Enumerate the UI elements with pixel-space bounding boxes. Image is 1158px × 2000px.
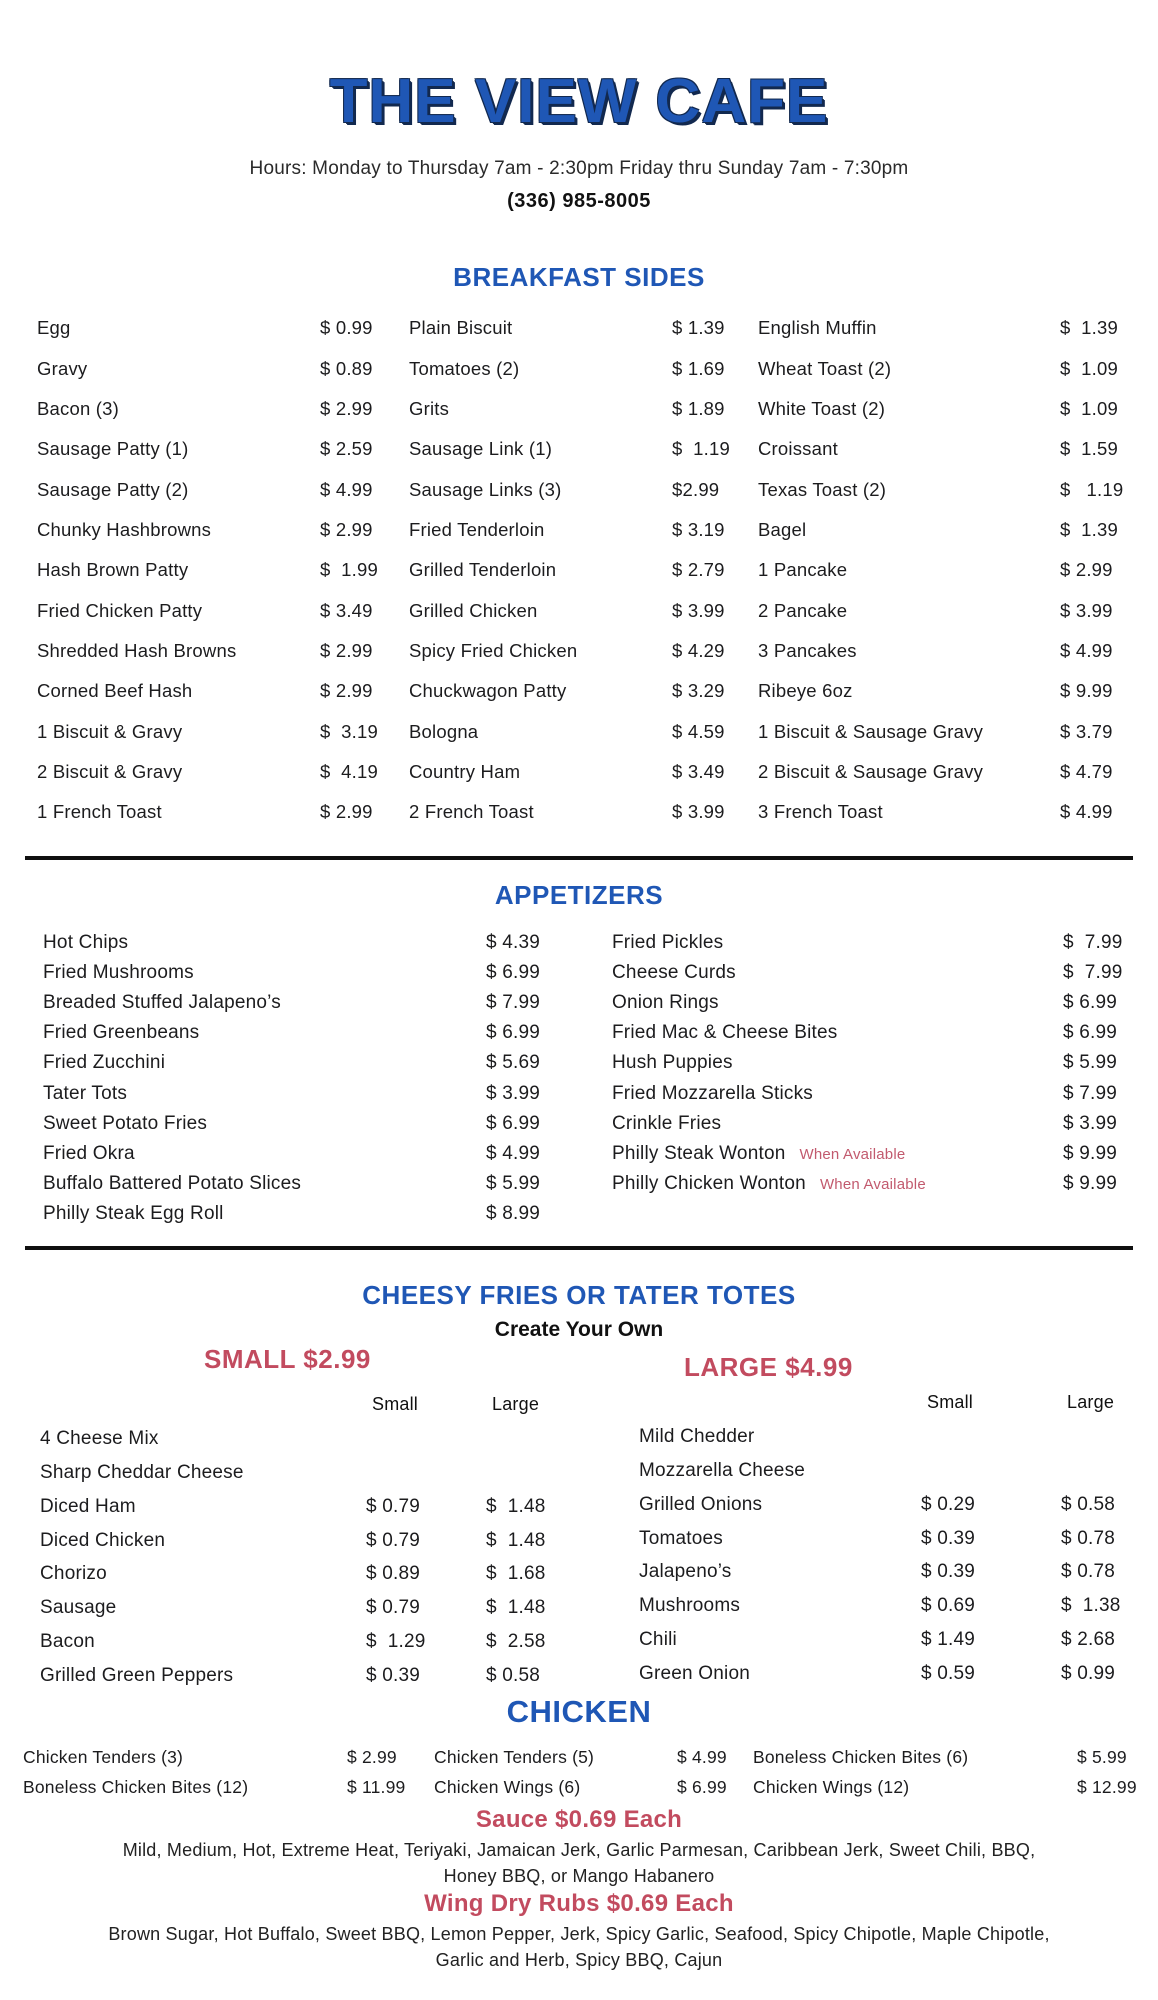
menu-item-name: 2 Pancake xyxy=(758,599,848,621)
topping-name: Jalapeno’s xyxy=(639,1561,732,1583)
section-divider xyxy=(25,856,1133,860)
menu-item-name: Sausage Patty (2) xyxy=(37,478,189,500)
menu-item-name xyxy=(612,1113,1063,1135)
menu-item-price: $ 2.99 xyxy=(320,518,373,540)
menu-item-name: Egg xyxy=(37,317,71,339)
dry-rub-options-line2: Garlic and Herb, Spicy BBQ, Cajun xyxy=(435,1950,723,1970)
menu-item-name: Chicken Wings (6) xyxy=(434,1776,581,1797)
menu-item-name: Fried Mushrooms xyxy=(43,962,194,984)
large-price-label: LARGE $4.99 xyxy=(684,1352,853,1382)
menu-item-name: Wheat Toast (2) xyxy=(758,357,892,379)
topping-small-price: $ 0.39 xyxy=(921,1527,976,1549)
topping-small-price: $ 0.79 xyxy=(366,1495,421,1517)
menu-item-name: 3 French Toast xyxy=(758,801,883,823)
menu-item-name: Corned Beef Hash xyxy=(37,680,193,702)
topping-name: Sausage xyxy=(40,1597,117,1619)
topping-small-price: $ 0.89 xyxy=(366,1563,421,1585)
menu-item-price: $ 3.99 xyxy=(1063,1112,1118,1134)
menu-item-price: $ 12.99 xyxy=(1077,1776,1137,1797)
topping-name: Mozzarella Cheese xyxy=(639,1459,806,1481)
menu-item-name-text: Philly Chicken Wonton xyxy=(612,1172,806,1194)
menu-item-price: $ 0.99 xyxy=(320,317,373,339)
menu-item-name: Sweet Potato Fries xyxy=(43,1112,208,1134)
cheesy-fries-heading: CHEESY FRIES OR TATER TOTES xyxy=(362,1280,796,1310)
topping-name: Sharp Cheddar Cheese xyxy=(40,1461,244,1483)
menu-item-name-text: Philly Steak Wonton xyxy=(612,1142,786,1164)
topping-small-price: $ 1.29 xyxy=(366,1631,426,1653)
menu-item-name xyxy=(612,932,1063,954)
menu-item-price: $ 5.69 xyxy=(486,1052,541,1074)
menu-item-price: $ 5.99 xyxy=(1077,1746,1127,1767)
topping-name: Chili xyxy=(639,1629,677,1651)
menu-item-price: $2.99 xyxy=(672,478,720,500)
cheesy-left-table xyxy=(40,1388,598,1693)
create-your-own-subheading: Create Your Own xyxy=(494,1318,664,1341)
menu-item-name: Fried Greenbeans xyxy=(43,1022,200,1044)
topping-small-price: $ 0.39 xyxy=(366,1665,421,1687)
dry-rub-heading: Wing Dry Rubs $0.69 Each xyxy=(424,1890,734,1917)
menu-item-price: $ 6.99 xyxy=(486,1112,541,1134)
topping-small-price: $ 0.39 xyxy=(921,1561,976,1583)
menu-item-price: $ 4.99 xyxy=(1060,639,1113,661)
menu-item-name: Sausage Patty (1) xyxy=(37,438,189,460)
topping-name: Green Onion xyxy=(639,1663,750,1685)
menu-item-price: $ 4.99 xyxy=(486,1142,541,1164)
section-divider xyxy=(25,1246,1133,1250)
chicken-table xyxy=(23,1742,1147,1802)
topping-name: Grilled Onions xyxy=(639,1493,763,1515)
menu-item-name: 1 Biscuit & Gravy xyxy=(37,720,183,742)
topping-small-price: $ 0.59 xyxy=(921,1663,976,1685)
menu-item-name: Sausage Links (3) xyxy=(409,478,562,500)
topping-name: Mushrooms xyxy=(639,1595,741,1617)
menu-item-price: $ 2.99 xyxy=(320,397,373,419)
menu-item-price: $ 3.99 xyxy=(1060,599,1113,621)
menu-item-price: $ 8.99 xyxy=(486,1202,541,1224)
menu-item-name: Fried Chicken Patty xyxy=(37,599,203,621)
menu-item-name: English Muffin xyxy=(758,317,877,339)
menu-item-price: $ 2.59 xyxy=(320,438,373,460)
menu-item-name: Gravy xyxy=(37,357,88,379)
topping-large-price: $ 0.58 xyxy=(1061,1493,1116,1515)
dry-rub-options-line1: Brown Sugar, Hot Buffalo, Sweet BBQ, Lemon Pepper, Jerk, Spicy Garlic, Seafood, Spicy Chipotle, Maple Chipotle, xyxy=(108,1924,1050,1944)
hours-text: Hours: Monday to Thursday 7am - 2:30pm Friday thru Sunday 7am - 7:30pm xyxy=(249,158,909,179)
menu-item-price: $ 6.99 xyxy=(1063,1022,1118,1044)
breakfast-sides-table xyxy=(37,308,1122,832)
menu-item-name: 1 French Toast xyxy=(37,801,162,823)
menu-item-name: Tater Tots xyxy=(43,1082,128,1104)
menu-item-name: Chicken Tenders (3) xyxy=(23,1746,184,1767)
topping-large-price: $ 1.48 xyxy=(486,1495,546,1517)
menu-item-price: $ 3.99 xyxy=(672,801,725,823)
menu-item-price: $ 2.99 xyxy=(347,1746,397,1767)
menu-item-price: $ 1.89 xyxy=(672,397,725,419)
menu-item-name: Boneless Chicken Bites (6) xyxy=(753,1746,969,1767)
menu-item-price: $ 9.99 xyxy=(1063,1172,1118,1194)
menu-item-name: Grilled Tenderloin xyxy=(409,559,557,581)
menu-item-name: 2 French Toast xyxy=(409,801,534,823)
menu-item-name: Chuckwagon Patty xyxy=(409,680,567,702)
menu-item-price: $ 4.79 xyxy=(1060,760,1113,782)
sauce-options-line2: Honey BBQ, or Mango Habanero xyxy=(443,1866,715,1886)
availability-note: When Available xyxy=(819,1175,926,1193)
topping-large-price: $ 1.38 xyxy=(1061,1595,1121,1617)
menu-item-name: Breaded Stuffed Jalapeno’s xyxy=(43,992,281,1014)
menu-item-name: Fried Zucchini xyxy=(43,1052,166,1074)
menu-item-price: $ 1.99 xyxy=(320,559,378,581)
menu-item-name: Chicken Tenders (5) xyxy=(434,1746,595,1767)
menu-item-price: $ 6.99 xyxy=(677,1776,727,1797)
menu-item-name: Texas Toast (2) xyxy=(758,478,887,500)
menu-item-name-text: Hush Puppies xyxy=(612,1052,733,1074)
menu-item-name: Bacon (3) xyxy=(37,397,120,419)
menu-item-name-text: Fried Pickles xyxy=(612,932,724,954)
menu-item-price: $ 2.99 xyxy=(1060,559,1113,581)
topping-large-price: $ 2.58 xyxy=(486,1631,546,1653)
menu-item-price: $ 3.79 xyxy=(1060,720,1113,742)
menu-item-name: Bologna xyxy=(409,720,479,742)
topping-small-price: $ 0.79 xyxy=(366,1597,421,1619)
topping-large-price: $ 0.78 xyxy=(1061,1527,1116,1549)
menu-item-name: Grilled Chicken xyxy=(409,599,538,621)
small-column-header: Small xyxy=(927,1392,974,1413)
small-column-header: Small xyxy=(372,1394,419,1415)
menu-item-price: $ 9.99 xyxy=(1063,1142,1118,1164)
menu-item-price: $ 11.99 xyxy=(347,1776,406,1797)
topping-name: Grilled Green Peppers xyxy=(40,1665,234,1687)
chicken-heading: CHICKEN xyxy=(506,1694,652,1729)
topping-large-price: $ 1.68 xyxy=(486,1563,546,1585)
menu-item-name: Hot Chips xyxy=(43,932,129,954)
topping-name: Mild Chedder xyxy=(639,1425,755,1447)
topping-large-price: $ 0.58 xyxy=(486,1665,541,1687)
menu-item-price: $ 5.99 xyxy=(1063,1052,1118,1074)
menu-item-name xyxy=(612,962,1063,984)
menu-item-price: $ 0.89 xyxy=(320,357,373,379)
menu-item-name xyxy=(612,1083,1063,1105)
menu-item-name: Country Ham xyxy=(409,760,521,782)
menu-item-price: $ 1.39 xyxy=(1060,518,1118,540)
topping-small-price: $ 0.69 xyxy=(921,1595,976,1617)
topping-small-price: $ 1.49 xyxy=(921,1629,976,1651)
topping-small-price: $ 0.29 xyxy=(921,1493,976,1515)
menu-item-name: 1 Pancake xyxy=(758,559,848,581)
menu-item-name: Boneless Chicken Bites (12) xyxy=(23,1776,249,1797)
menu-item-price: $ 3.19 xyxy=(320,720,378,742)
menu-item-price: $ 5.99 xyxy=(486,1172,541,1194)
large-column-header: Large xyxy=(1067,1392,1115,1413)
menu-item-price: $ 1.39 xyxy=(1060,317,1118,339)
menu-item-price: $ 7.99 xyxy=(1063,1082,1118,1104)
topping-name: Tomatoes xyxy=(639,1527,723,1549)
menu-item-name: Philly Steak Egg Roll xyxy=(43,1202,224,1224)
menu-item-name-text: Cheese Curds xyxy=(612,962,736,984)
menu-item-name: Chicken Wings (12) xyxy=(753,1776,910,1797)
menu-item-name: Fried Okra xyxy=(43,1142,135,1164)
menu-item-price: $ 4.29 xyxy=(672,639,725,661)
menu-item-name: Ribeye 6oz xyxy=(758,680,853,702)
topping-name: Diced Chicken xyxy=(40,1529,166,1551)
menu-item-name: Spicy Fried Chicken xyxy=(409,639,578,661)
menu-item-name: Plain Biscuit xyxy=(409,317,513,339)
menu-item-price: $ 4.99 xyxy=(677,1746,727,1767)
menu-item-name: Bagel xyxy=(758,518,807,540)
topping-large-price: $ 1.48 xyxy=(486,1597,546,1619)
appetizers-table xyxy=(43,928,1129,1229)
menu-item-name xyxy=(612,992,1063,1014)
menu-item-price: $ 1.09 xyxy=(1060,357,1118,379)
menu-item-price: $ 2.99 xyxy=(320,801,373,823)
menu-item-price: $ 3.29 xyxy=(672,680,725,702)
topping-name: Bacon xyxy=(40,1631,95,1653)
menu-item-price: $ 7.99 xyxy=(1063,932,1123,954)
menu-item-price: $ 3.49 xyxy=(320,599,373,621)
menu-item-price: $ 1.69 xyxy=(672,357,725,379)
availability-note: When Available xyxy=(799,1145,906,1163)
phone-number: (336) 985-8005 xyxy=(507,190,651,212)
menu-item-name: 3 Pancakes xyxy=(758,639,857,661)
menu-item-price: $ 4.99 xyxy=(320,478,373,500)
topping-name: Diced Ham xyxy=(40,1495,136,1517)
menu-item-name-text: Fried Mac & Cheese Bites xyxy=(612,1022,838,1044)
large-column-header: Large xyxy=(492,1394,540,1415)
menu-item-price: $ 6.99 xyxy=(486,962,541,984)
menu-item-price: $ 1.39 xyxy=(672,317,725,339)
sauce-heading: Sauce $0.69 Each xyxy=(475,1806,683,1833)
topping-small-price: $ 0.79 xyxy=(366,1529,421,1551)
menu-item-name: 1 Biscuit & Sausage Gravy xyxy=(758,720,984,742)
menu-item-price: $ 7.99 xyxy=(1063,962,1123,984)
menu-item-price: $ 7.99 xyxy=(486,992,541,1014)
menu-item-name: Fried Tenderloin xyxy=(409,518,545,540)
menu-item-name xyxy=(612,1143,1063,1165)
menu-item-price: $ 4.39 xyxy=(486,932,541,954)
menu-item-name: Shredded Hash Browns xyxy=(37,639,237,661)
appetizers-heading: APPETIZERS xyxy=(494,880,664,910)
menu-item-name: Hash Brown Patty xyxy=(37,559,189,581)
menu-item-price: $ 1.19 xyxy=(1060,478,1124,500)
menu-item-name xyxy=(612,1203,1063,1225)
topping-large-price: $ 0.99 xyxy=(1061,1663,1116,1685)
menu-item-price: $ 3.49 xyxy=(672,760,725,782)
menu-item-price: $ 2.99 xyxy=(320,680,373,702)
menu-item-name-text: Fried Mozzarella Sticks xyxy=(612,1082,813,1104)
menu-item-price: $ 2.99 xyxy=(320,639,373,661)
menu-item-price: $ 3.99 xyxy=(672,599,725,621)
menu-item-name: White Toast (2) xyxy=(758,397,886,419)
breakfast-sides-heading: BREAKFAST SIDES xyxy=(453,262,705,292)
sauce-options-line1: Mild, Medium, Hot, Extreme Heat, Teriyaki, Jamaican Jerk, Garlic Parmesan, Caribbean Jerk, Sweet Chili, BBQ, xyxy=(122,1840,1036,1860)
topping-name: Chorizo xyxy=(40,1563,107,1585)
menu-item-name-text: Crinkle Fries xyxy=(612,1112,722,1134)
cheesy-right-table xyxy=(639,1386,1151,1691)
menu-item-name xyxy=(612,1022,1063,1044)
menu-item-name: Sausage Link (1) xyxy=(409,438,553,460)
topping-large-price: $ 0.78 xyxy=(1061,1561,1116,1583)
menu-item-name-text: Onion Rings xyxy=(612,992,719,1014)
menu-item-name xyxy=(612,1173,1063,1195)
menu-item-name xyxy=(612,1052,1063,1074)
menu-item-name: Buffalo Battered Potato Slices xyxy=(43,1172,302,1194)
menu-item-price: $ 1.19 xyxy=(672,438,730,460)
menu-item-price: $ 4.19 xyxy=(320,760,378,782)
menu-item-price: $ 2.79 xyxy=(672,559,725,581)
topping-name: 4 Cheese Mix xyxy=(40,1427,159,1449)
menu-item-price: $ 6.99 xyxy=(486,1022,541,1044)
topping-large-price: $ 1.48 xyxy=(486,1529,546,1551)
menu-item-name: Croissant xyxy=(758,438,838,460)
menu-item-price: $ 3.99 xyxy=(486,1082,541,1104)
menu-item-price: $ 6.99 xyxy=(1063,992,1118,1014)
menu-item-name: Tomatoes (2) xyxy=(409,357,520,379)
menu-item-name: Chunky Hashbrowns xyxy=(37,518,212,540)
small-price-label: SMALL $2.99 xyxy=(204,1344,371,1374)
menu-item-price: $ 4.59 xyxy=(672,720,725,742)
menu-item-name: Grits xyxy=(409,397,450,419)
page-title: THE VIEW CAFE xyxy=(329,67,829,136)
menu-item-price: $ 4.99 xyxy=(1060,801,1113,823)
menu-item-name: 2 Biscuit & Sausage Gravy xyxy=(758,760,984,782)
menu-item-price: $ 9.99 xyxy=(1060,680,1113,702)
menu-item-price: $ 1.09 xyxy=(1060,397,1118,419)
menu-item-price: $ 1.59 xyxy=(1060,438,1118,460)
menu-item-price: $ 3.19 xyxy=(672,518,725,540)
topping-large-price: $ 2.68 xyxy=(1061,1629,1116,1651)
menu-item-name: 2 Biscuit & Gravy xyxy=(37,760,183,782)
